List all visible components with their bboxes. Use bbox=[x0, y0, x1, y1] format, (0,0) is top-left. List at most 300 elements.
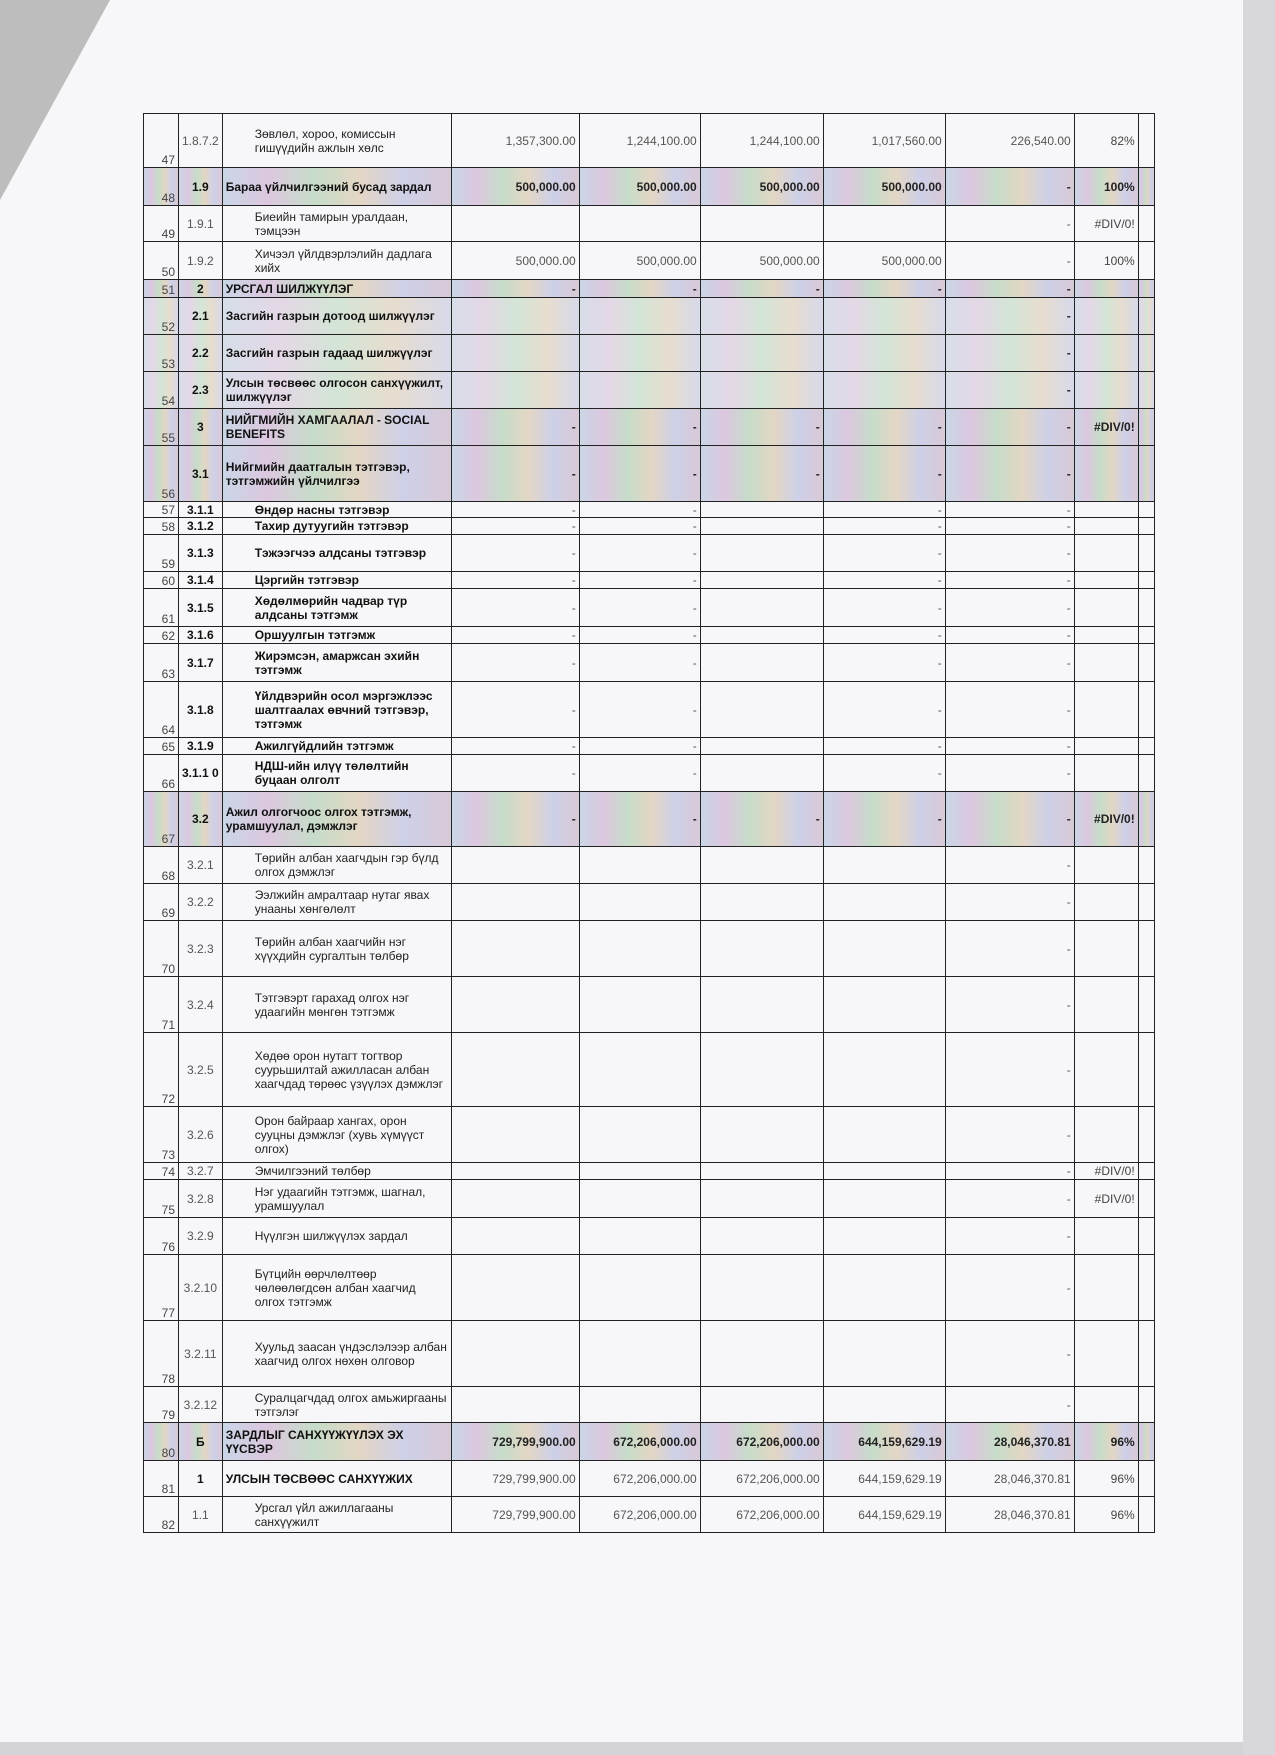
amount-cell-3 bbox=[700, 535, 823, 572]
row-number-cell: 82 bbox=[144, 1497, 179, 1533]
table-row bbox=[144, 921, 1155, 977]
row-number-cell: 50 bbox=[144, 242, 179, 280]
empty-cell bbox=[1138, 589, 1154, 627]
table-row bbox=[144, 114, 1155, 168]
item-name-cell: Нүүлгэн шилжүүлэх зардал bbox=[222, 1218, 451, 1255]
table-row bbox=[144, 1255, 1155, 1321]
code-cell: 3.1.8 bbox=[179, 682, 223, 738]
difference-cell: 28,046,370.81 bbox=[945, 1497, 1074, 1533]
amount-cell-1: - bbox=[451, 755, 579, 792]
percent-cell: 96% bbox=[1074, 1423, 1138, 1461]
difference-cell: - bbox=[945, 1033, 1074, 1107]
amount-cell-1 bbox=[451, 1387, 579, 1423]
table-row bbox=[144, 792, 1155, 847]
difference-cell: - bbox=[945, 1107, 1074, 1163]
row-number-cell: 49 bbox=[144, 206, 179, 242]
amount-cell-3: 1,244,100.00 bbox=[700, 114, 823, 168]
table-row bbox=[144, 738, 1155, 755]
percent-cell bbox=[1074, 298, 1138, 335]
table-row bbox=[144, 1423, 1155, 1461]
table-row bbox=[144, 518, 1155, 535]
code-cell: 2.3 bbox=[179, 372, 223, 409]
difference-cell: - bbox=[945, 589, 1074, 627]
amount-cell-1 bbox=[451, 1321, 579, 1387]
amount-cell-4 bbox=[823, 372, 945, 409]
item-name-cell: Цэргийн тэтгэвэр bbox=[222, 572, 451, 589]
amount-cell-1 bbox=[451, 847, 579, 884]
amount-cell-4: - bbox=[823, 792, 945, 847]
empty-cell bbox=[1138, 1461, 1154, 1497]
amount-cell-3 bbox=[700, 755, 823, 792]
percent-cell bbox=[1074, 502, 1138, 518]
empty-cell bbox=[1138, 1218, 1154, 1255]
row-number-cell: 68 bbox=[144, 847, 179, 884]
amount-cell-2 bbox=[579, 1255, 700, 1321]
amount-cell-3 bbox=[700, 682, 823, 738]
percent-cell bbox=[1074, 372, 1138, 409]
amount-cell-4: - bbox=[823, 502, 945, 518]
code-cell: 1 bbox=[179, 1461, 223, 1497]
empty-cell bbox=[1138, 1321, 1154, 1387]
code-cell: 3.2.12 bbox=[179, 1387, 223, 1423]
empty-cell bbox=[1138, 206, 1154, 242]
empty-cell bbox=[1138, 409, 1154, 446]
difference-cell: - bbox=[945, 280, 1074, 298]
item-name-cell: Үйлдвэрийн осол мэргэжлээс шалтгаалах өвчний тэтгэвэр, тэтгэмж bbox=[222, 682, 451, 738]
difference-cell: - bbox=[945, 298, 1074, 335]
row-number-cell: 75 bbox=[144, 1180, 179, 1218]
empty-cell bbox=[1138, 977, 1154, 1033]
amount-cell-2 bbox=[579, 884, 700, 921]
amount-cell-3 bbox=[700, 1255, 823, 1321]
amount-cell-4 bbox=[823, 1033, 945, 1107]
amount-cell-2: 672,206,000.00 bbox=[579, 1497, 700, 1533]
scanner-margin bbox=[1243, 0, 1275, 1755]
amount-cell-4: 500,000.00 bbox=[823, 242, 945, 280]
amount-cell-1: 1,357,300.00 bbox=[451, 114, 579, 168]
percent-cell bbox=[1074, 446, 1138, 502]
row-number-cell: 79 bbox=[144, 1387, 179, 1423]
amount-cell-2: - bbox=[579, 627, 700, 644]
percent-cell bbox=[1074, 572, 1138, 589]
amount-cell-4 bbox=[823, 206, 945, 242]
table-row bbox=[144, 644, 1155, 682]
amount-cell-4 bbox=[823, 977, 945, 1033]
difference-cell: - bbox=[945, 168, 1074, 206]
row-number-cell: 69 bbox=[144, 884, 179, 921]
item-name-cell: Урсгал үйл ажиллагааны санхүүжилт bbox=[222, 1497, 451, 1533]
empty-cell bbox=[1138, 1497, 1154, 1533]
amount-cell-1 bbox=[451, 884, 579, 921]
amount-cell-1 bbox=[451, 977, 579, 1033]
row-number-cell: 65 bbox=[144, 738, 179, 755]
code-cell: 3.2 bbox=[179, 792, 223, 847]
amount-cell-1: - bbox=[451, 738, 579, 755]
item-name-cell: Зөвлөл, хороо, комиссын гишүүдийн ажлын хөлс bbox=[222, 114, 451, 168]
table-row bbox=[144, 1321, 1155, 1387]
difference-cell: - bbox=[945, 446, 1074, 502]
amount-cell-3: 500,000.00 bbox=[700, 168, 823, 206]
empty-cell bbox=[1138, 518, 1154, 535]
percent-cell bbox=[1074, 1387, 1138, 1423]
percent-cell bbox=[1074, 847, 1138, 884]
amount-cell-3 bbox=[700, 921, 823, 977]
item-name-cell: Тэтгэвэрт гарахад олгох нэг удаагийн мөнгөн тэтгэмж bbox=[222, 977, 451, 1033]
amount-cell-4: - bbox=[823, 682, 945, 738]
empty-cell bbox=[1138, 627, 1154, 644]
difference-cell: - bbox=[945, 335, 1074, 372]
table-row bbox=[144, 884, 1155, 921]
empty-cell bbox=[1138, 644, 1154, 682]
amount-cell-1: - bbox=[451, 572, 579, 589]
amount-cell-3 bbox=[700, 738, 823, 755]
empty-cell bbox=[1138, 1255, 1154, 1321]
amount-cell-3 bbox=[700, 1387, 823, 1423]
amount-cell-4: - bbox=[823, 589, 945, 627]
table-row bbox=[144, 502, 1155, 518]
table-row bbox=[144, 206, 1155, 242]
row-number-cell: 81 bbox=[144, 1461, 179, 1497]
amount-cell-4 bbox=[823, 884, 945, 921]
table-row bbox=[144, 1497, 1155, 1533]
percent-cell bbox=[1074, 1321, 1138, 1387]
difference-cell: - bbox=[945, 977, 1074, 1033]
item-name-cell: Эмчилгээний төлбөр bbox=[222, 1163, 451, 1180]
amount-cell-3 bbox=[700, 644, 823, 682]
percent-cell bbox=[1074, 1107, 1138, 1163]
empty-cell bbox=[1138, 755, 1154, 792]
amount-cell-1: - bbox=[451, 682, 579, 738]
item-name-cell: УЛСЫН ТӨСВӨӨС САНХҮҮЖИХ bbox=[222, 1461, 451, 1497]
amount-cell-3 bbox=[700, 372, 823, 409]
difference-cell: - bbox=[945, 792, 1074, 847]
row-number-cell: 76 bbox=[144, 1218, 179, 1255]
percent-cell bbox=[1074, 1255, 1138, 1321]
amount-cell-3 bbox=[700, 1033, 823, 1107]
difference-cell: - bbox=[945, 1321, 1074, 1387]
amount-cell-2: - bbox=[579, 535, 700, 572]
code-cell: 3.1 bbox=[179, 446, 223, 502]
amount-cell-2: - bbox=[579, 280, 700, 298]
empty-cell bbox=[1138, 446, 1154, 502]
amount-cell-2: - bbox=[579, 502, 700, 518]
empty-cell bbox=[1138, 884, 1154, 921]
code-cell: 3.1.4 bbox=[179, 572, 223, 589]
table-row bbox=[144, 589, 1155, 627]
difference-cell: - bbox=[945, 409, 1074, 446]
amount-cell-3 bbox=[700, 1321, 823, 1387]
amount-cell-1 bbox=[451, 372, 579, 409]
amount-cell-4: - bbox=[823, 535, 945, 572]
row-number-cell: 71 bbox=[144, 977, 179, 1033]
code-cell: 3.1.9 bbox=[179, 738, 223, 755]
code-cell: 3.1.1 0 bbox=[179, 755, 223, 792]
item-name-cell: Хөдөлмөрийн чадвар түр алдсаны тэтгэмж bbox=[222, 589, 451, 627]
item-name-cell: Төрийн албан хаагчийн нэг хүүхдийн сургалтын төлбөр bbox=[222, 921, 451, 977]
item-name-cell: НИЙГМИЙН ХАМГААЛАЛ - SOCIAL BENEFITS bbox=[222, 409, 451, 446]
empty-cell bbox=[1138, 1107, 1154, 1163]
amount-cell-2 bbox=[579, 372, 700, 409]
difference-cell: - bbox=[945, 206, 1074, 242]
empty-cell bbox=[1138, 792, 1154, 847]
amount-cell-1 bbox=[451, 206, 579, 242]
difference-cell: - bbox=[945, 627, 1074, 644]
percent-cell bbox=[1074, 644, 1138, 682]
table-row bbox=[144, 298, 1155, 335]
code-cell: 3.2.1 bbox=[179, 847, 223, 884]
row-number-cell: 54 bbox=[144, 372, 179, 409]
amount-cell-3 bbox=[700, 298, 823, 335]
table-row bbox=[144, 335, 1155, 372]
percent-cell bbox=[1074, 518, 1138, 535]
table-row bbox=[144, 1163, 1155, 1180]
percent-cell: #DIV/0! bbox=[1074, 1163, 1138, 1180]
percent-cell: #DIV/0! bbox=[1074, 409, 1138, 446]
difference-cell: - bbox=[945, 1163, 1074, 1180]
amount-cell-1: - bbox=[451, 409, 579, 446]
item-name-cell: Жирэмсэн, амаржсан эхийн тэтгэмж bbox=[222, 644, 451, 682]
folded-corner bbox=[0, 0, 110, 200]
empty-cell bbox=[1138, 242, 1154, 280]
amount-cell-2: 672,206,000.00 bbox=[579, 1423, 700, 1461]
row-number-cell: 77 bbox=[144, 1255, 179, 1321]
amount-cell-3: - bbox=[700, 446, 823, 502]
amount-cell-2: - bbox=[579, 644, 700, 682]
amount-cell-3 bbox=[700, 627, 823, 644]
amount-cell-1 bbox=[451, 298, 579, 335]
item-name-cell: Хичээл үйлдвэрлэлийн дадлага хийх bbox=[222, 242, 451, 280]
amount-cell-1 bbox=[451, 1107, 579, 1163]
amount-cell-1: - bbox=[451, 535, 579, 572]
code-cell: 3.2.7 bbox=[179, 1163, 223, 1180]
difference-cell: - bbox=[945, 572, 1074, 589]
amount-cell-4: - bbox=[823, 409, 945, 446]
item-name-cell: Орон байраар хангах, орон сууцны дэмжлэг (хувь хүмүүст олгох) bbox=[222, 1107, 451, 1163]
item-name-cell: Өндөр насны тэтгэвэр bbox=[222, 502, 451, 518]
row-number-cell: 60 bbox=[144, 572, 179, 589]
amount-cell-4: 1,017,560.00 bbox=[823, 114, 945, 168]
amount-cell-3 bbox=[700, 847, 823, 884]
difference-cell: - bbox=[945, 372, 1074, 409]
empty-cell bbox=[1138, 1423, 1154, 1461]
code-cell: 3.2.4 bbox=[179, 977, 223, 1033]
code-cell: 3.2.2 bbox=[179, 884, 223, 921]
amount-cell-1: - bbox=[451, 627, 579, 644]
row-number-cell: 48 bbox=[144, 168, 179, 206]
amount-cell-2 bbox=[579, 847, 700, 884]
item-name-cell: Ээлжийн амралтаар нутаг явах унааны хөнгөлөлт bbox=[222, 884, 451, 921]
row-number-cell: 53 bbox=[144, 335, 179, 372]
amount-cell-4 bbox=[823, 298, 945, 335]
code-cell: 2.1 bbox=[179, 298, 223, 335]
amount-cell-3 bbox=[700, 502, 823, 518]
difference-cell: - bbox=[945, 644, 1074, 682]
item-name-cell: НДШ-ийн илүү төлөлтийн буцаан олголт bbox=[222, 755, 451, 792]
amount-cell-2 bbox=[579, 977, 700, 1033]
difference-cell: - bbox=[945, 1218, 1074, 1255]
table-row bbox=[144, 1387, 1155, 1423]
amount-cell-4: - bbox=[823, 738, 945, 755]
amount-cell-3 bbox=[700, 518, 823, 535]
amount-cell-3 bbox=[700, 1163, 823, 1180]
table-row bbox=[144, 372, 1155, 409]
code-cell: 3.1.1 bbox=[179, 502, 223, 518]
item-name-cell: Төрийн албан хаагчдын гэр бүлд олгох дэмжлэг bbox=[222, 847, 451, 884]
scanner-bottom-edge bbox=[0, 1742, 1243, 1755]
empty-cell bbox=[1138, 847, 1154, 884]
code-cell: 3.1.5 bbox=[179, 589, 223, 627]
amount-cell-2: - bbox=[579, 518, 700, 535]
amount-cell-1 bbox=[451, 1218, 579, 1255]
amount-cell-3 bbox=[700, 884, 823, 921]
percent-cell bbox=[1074, 535, 1138, 572]
empty-cell bbox=[1138, 1033, 1154, 1107]
table-row bbox=[144, 755, 1155, 792]
amount-cell-4: 644,159,629.19 bbox=[823, 1497, 945, 1533]
amount-cell-2: 1,244,100.00 bbox=[579, 114, 700, 168]
item-name-cell: Биеийн тамирын уралдаан, тэмцээн bbox=[222, 206, 451, 242]
amount-cell-1 bbox=[451, 1033, 579, 1107]
amount-cell-2 bbox=[579, 206, 700, 242]
row-number-cell: 51 bbox=[144, 280, 179, 298]
amount-cell-1 bbox=[451, 1163, 579, 1180]
difference-cell: - bbox=[945, 1255, 1074, 1321]
amount-cell-2: - bbox=[579, 409, 700, 446]
empty-cell bbox=[1138, 372, 1154, 409]
percent-cell bbox=[1074, 335, 1138, 372]
amount-cell-4: 644,159,629.19 bbox=[823, 1461, 945, 1497]
amount-cell-3: 500,000.00 bbox=[700, 242, 823, 280]
table-row bbox=[144, 242, 1155, 280]
amount-cell-1: 729,799,900.00 bbox=[451, 1423, 579, 1461]
percent-cell: 82% bbox=[1074, 114, 1138, 168]
amount-cell-1 bbox=[451, 1255, 579, 1321]
code-cell: 1.9.2 bbox=[179, 242, 223, 280]
item-name-cell: Засгийн газрын гадаад шилжүүлэг bbox=[222, 335, 451, 372]
table-row bbox=[144, 977, 1155, 1033]
amount-cell-2 bbox=[579, 298, 700, 335]
code-cell: 1.1 bbox=[179, 1497, 223, 1533]
table-row bbox=[144, 446, 1155, 502]
difference-cell: - bbox=[945, 502, 1074, 518]
difference-cell: - bbox=[945, 1387, 1074, 1423]
amount-cell-4 bbox=[823, 1163, 945, 1180]
amount-cell-3 bbox=[700, 206, 823, 242]
amount-cell-4 bbox=[823, 1218, 945, 1255]
code-cell: 1.9.1 bbox=[179, 206, 223, 242]
amount-cell-4: - bbox=[823, 627, 945, 644]
difference-cell: 226,540.00 bbox=[945, 114, 1074, 168]
code-cell: 3.1.6 bbox=[179, 627, 223, 644]
row-number-cell: 62 bbox=[144, 627, 179, 644]
row-number-cell: 58 bbox=[144, 518, 179, 535]
amount-cell-1 bbox=[451, 335, 579, 372]
amount-cell-3 bbox=[700, 589, 823, 627]
item-name-cell: Бараа үйлчилгээний бусад зардал bbox=[222, 168, 451, 206]
row-number-cell: 70 bbox=[144, 921, 179, 977]
amount-cell-3: - bbox=[700, 280, 823, 298]
percent-cell: 96% bbox=[1074, 1461, 1138, 1497]
amount-cell-4: - bbox=[823, 644, 945, 682]
amount-cell-1: - bbox=[451, 518, 579, 535]
empty-cell bbox=[1138, 335, 1154, 372]
amount-cell-1: - bbox=[451, 792, 579, 847]
amount-cell-2: - bbox=[579, 682, 700, 738]
item-name-cell: Хөдөө орон нутагт тогтвор суурьшилтай ажилласан албан хаагчдад төрөөс үзүүлэх дэмжлэг bbox=[222, 1033, 451, 1107]
amount-cell-2 bbox=[579, 921, 700, 977]
difference-cell: - bbox=[945, 518, 1074, 535]
amount-cell-3: 672,206,000.00 bbox=[700, 1497, 823, 1533]
amount-cell-1 bbox=[451, 1180, 579, 1218]
amount-cell-2: - bbox=[579, 738, 700, 755]
amount-cell-2: - bbox=[579, 446, 700, 502]
table-row bbox=[144, 682, 1155, 738]
row-number-cell: 67 bbox=[144, 792, 179, 847]
amount-cell-3 bbox=[700, 1107, 823, 1163]
table-row bbox=[144, 1107, 1155, 1163]
code-cell: 3 bbox=[179, 409, 223, 446]
item-name-cell: Нэг удаагийн тэтгэмж, шагнал, урамшуулал bbox=[222, 1180, 451, 1218]
percent-cell bbox=[1074, 627, 1138, 644]
percent-cell: #DIV/0! bbox=[1074, 206, 1138, 242]
amount-cell-2: - bbox=[579, 792, 700, 847]
amount-cell-4: 500,000.00 bbox=[823, 168, 945, 206]
amount-cell-2: 500,000.00 bbox=[579, 242, 700, 280]
amount-cell-2: - bbox=[579, 755, 700, 792]
amount-cell-4: - bbox=[823, 446, 945, 502]
amount-cell-4 bbox=[823, 1255, 945, 1321]
code-cell: 1.9 bbox=[179, 168, 223, 206]
table-row bbox=[144, 535, 1155, 572]
empty-cell bbox=[1138, 280, 1154, 298]
code-cell: 3.2.8 bbox=[179, 1180, 223, 1218]
amount-cell-1: - bbox=[451, 644, 579, 682]
item-name-cell: Суралцагчдад олгох амьжиргааны тэтгэлэг bbox=[222, 1387, 451, 1423]
amount-cell-3 bbox=[700, 1180, 823, 1218]
empty-cell bbox=[1138, 1163, 1154, 1180]
amount-cell-2 bbox=[579, 1107, 700, 1163]
code-cell: 3.1.2 bbox=[179, 518, 223, 535]
table-row bbox=[144, 572, 1155, 589]
empty-cell bbox=[1138, 168, 1154, 206]
percent-cell: #DIV/0! bbox=[1074, 792, 1138, 847]
item-name-cell: Хуульд заасан үндэслэлээр албан хаагчид олгох нөхөн олговор bbox=[222, 1321, 451, 1387]
table-row bbox=[144, 1033, 1155, 1107]
difference-cell: - bbox=[945, 682, 1074, 738]
code-cell: 3.2.6 bbox=[179, 1107, 223, 1163]
percent-cell bbox=[1074, 589, 1138, 627]
amount-cell-1 bbox=[451, 921, 579, 977]
difference-cell: - bbox=[945, 1180, 1074, 1218]
item-name-cell: Улсын төсвөөс олгосон санхүүжилт, шилжүүлэг bbox=[222, 372, 451, 409]
amount-cell-3: 672,206,000.00 bbox=[700, 1423, 823, 1461]
percent-cell bbox=[1074, 1033, 1138, 1107]
item-name-cell: Нийгмийн даатгалын тэтгэвэр, тэтгэмжийн үйлчилгээ bbox=[222, 446, 451, 502]
amount-cell-4 bbox=[823, 1107, 945, 1163]
percent-cell: 100% bbox=[1074, 242, 1138, 280]
percent-cell bbox=[1074, 755, 1138, 792]
empty-cell bbox=[1138, 114, 1154, 168]
row-number-cell: 63 bbox=[144, 644, 179, 682]
percent-cell bbox=[1074, 884, 1138, 921]
amount-cell-3 bbox=[700, 335, 823, 372]
table-row bbox=[144, 627, 1155, 644]
code-cell: 2 bbox=[179, 280, 223, 298]
amount-cell-1: 500,000.00 bbox=[451, 168, 579, 206]
amount-cell-2: - bbox=[579, 572, 700, 589]
percent-cell: #DIV/0! bbox=[1074, 1180, 1138, 1218]
amount-cell-2 bbox=[579, 1321, 700, 1387]
